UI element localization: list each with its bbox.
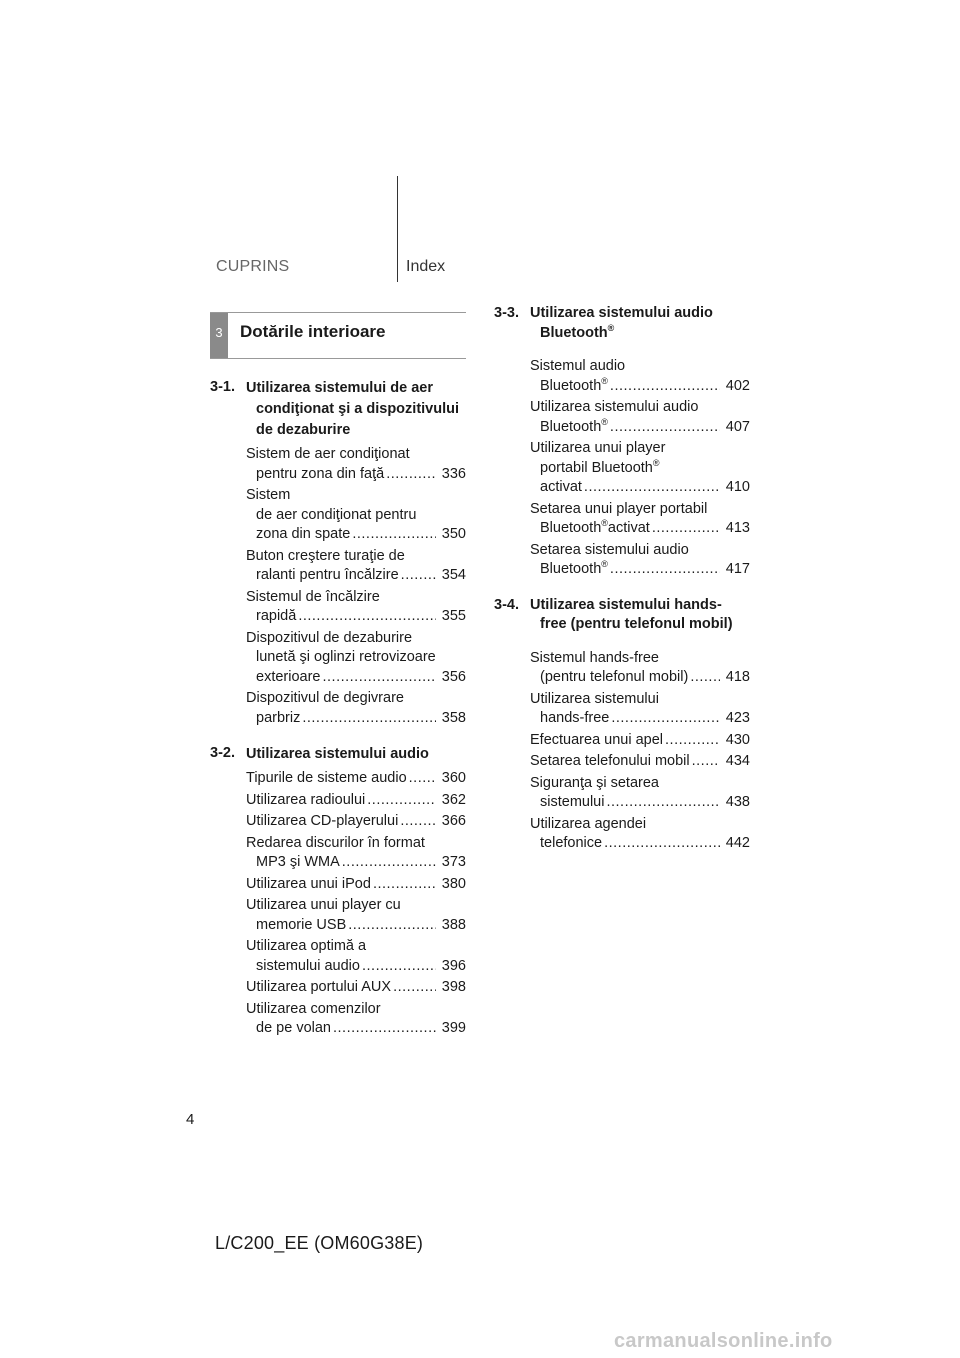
toc-entry-text: Dispozitivul de degivrare [246,690,404,706]
toc-right-column [494,304,750,870]
toc-page-number: 413 [725,520,750,536]
toc-entry-text: Tipurile de sisteme audio [246,770,407,786]
toc-section [494,304,750,580]
toc-section-number: 3-4. [494,596,519,613]
toc-entry[interactable] [246,896,466,935]
toc-entry[interactable] [246,1000,466,1039]
toc-page-number: 417 [725,561,750,577]
dot-leader [665,731,720,751]
toc-section-title-line: condiţionat şi a dispozitivului [256,401,460,417]
toc-page-number: 396 [441,957,466,974]
dot-leader [610,377,720,397]
toc-entry[interactable] [246,629,466,688]
toc-entry[interactable] [530,752,750,772]
toc-page-number: 398 [441,979,466,995]
toc-section-title-line: de dezaburire [256,422,351,438]
toc-section-title-line: free (pentru telefonul mobil) [540,616,733,632]
toc-page-number: 410 [725,479,750,495]
toc-entry-list [530,649,750,854]
section-number-tab: 3 [210,313,228,358]
toc-entry-text: pentru zona din faţă [256,465,385,482]
toc-entry[interactable] [530,815,750,854]
toc-entry-text: Utilizarea optimă a [246,938,367,954]
dot-leader [610,418,720,438]
toc-page-number: 366 [441,813,466,829]
dot-leader [342,853,436,873]
dot-leader [298,607,436,627]
toc-entry[interactable] [246,937,466,976]
toc-entry[interactable] [246,588,466,627]
toc-entry-text: Utilizarea CD-playerului [246,813,399,829]
section-title: Dotările interioare [240,322,386,341]
toc-section-title-line: Utilizarea sistemului hands- [530,596,722,613]
toc-section [494,596,750,854]
dot-leader [409,769,436,789]
toc-entry-list [530,357,750,580]
dot-leader [610,560,720,580]
toc-left-column [210,378,466,1055]
toc-section-number: 3-3. [494,305,519,321]
toc-section-title-line: Bluetooth® [540,322,615,341]
toc-entry-list [246,445,466,728]
dot-leader [352,525,436,545]
toc-section-title-line: Utilizarea sistemului audio [530,305,713,321]
toc-entry-text: sistemului [540,794,605,810]
toc-entry-text: Setarea sistemului audio [530,541,689,558]
toc-entry[interactable] [246,875,466,895]
toc-page-number: 356 [441,668,466,685]
dot-leader [393,978,436,998]
toc-entry-text: hands-free [540,710,610,726]
dot-leader [333,1019,436,1039]
toc-entry[interactable] [530,690,750,729]
toc-section-number: 3-2. [210,745,235,761]
toc-page-number: 438 [725,794,750,810]
dot-leader [348,916,436,936]
dot-leader [322,668,436,688]
toc-entry[interactable] [530,649,750,688]
toc-section-heading[interactable] [494,304,750,343]
toc-entry-text: Bluetooth®activat [540,518,650,536]
toc-section-heading[interactable] [210,378,466,441]
toc-page-number: 430 [725,731,750,748]
toc-entry-text: de pe volan [256,1020,331,1036]
toc-section-heading[interactable] [494,596,750,635]
toc-entry-text: Bluetooth® [540,375,608,394]
toc-section-title-line: Utilizarea sistemului de aer [246,380,433,396]
toc-entry-text: Bluetooth® [540,416,608,435]
toc-page-number: 407 [725,418,750,435]
toc-entry[interactable] [530,774,750,813]
dot-leader [604,834,720,854]
toc-entry-text: ralanti pentru încălzire [256,567,399,583]
toc-page-number: 418 [725,669,750,685]
page-number: 4 [186,1111,195,1128]
dot-leader [690,668,720,688]
toc-entry[interactable] [530,398,750,437]
toc-page-number: 355 [441,608,466,624]
toc-page-number: 362 [441,791,466,808]
toc-entry-text: Bluetooth® [540,559,608,577]
toc-entry-text: Sistem de aer condiţionat [246,446,410,462]
toc-entry-text: lunetă şi oglinzi retrovizoare [256,649,436,665]
toc-section-number: 3-1. [210,379,235,395]
toc-entry[interactable] [246,812,466,832]
toc-entry[interactable] [246,834,466,873]
toc-page-number: 434 [725,753,750,769]
dot-leader [362,957,436,977]
toc-entry-text: Utilizarea agendei [530,815,647,832]
toc-section [210,378,466,728]
toc-entry-text: (pentru telefonul mobil) [540,669,689,685]
toc-page-number: 358 [441,709,466,726]
toc-page-number: 442 [725,835,750,851]
toc-entry[interactable] [246,486,466,545]
toc-entry[interactable] [530,500,750,539]
toc-entry[interactable] [530,541,750,580]
toc-entry-text: memorie USB [256,916,347,933]
toc-entry-text: Utilizarea sistemului audio [530,399,699,415]
toc-entry-text: Sistemul hands-free [530,649,659,666]
toc-entry-text: Dispozitivul de dezaburire [246,629,413,646]
toc-entry-text: exterioare [256,668,321,685]
dot-leader [401,566,436,586]
toc-page-number: 360 [441,770,466,786]
dot-leader [302,709,436,729]
dot-leader [692,752,720,772]
toc-entry-text: portabil Bluetooth® [540,457,660,476]
toc-entry-text: Utilizarea unui iPod [246,875,371,892]
toc-entry[interactable] [246,769,466,789]
toc-entry-text: Sistemul de încălzire [246,588,380,605]
toc-entry-text: Efectuarea unui apel [530,731,664,748]
nav-contents-link[interactable]: CUPRINS [216,258,290,275]
toc-entry-text: de aer condiţionat pentru [256,506,417,523]
toc-entry-text: Utilizarea unui player cu [246,897,401,913]
toc-entry-text: MP3 şi WMA [256,854,340,870]
toc-page-number: 402 [725,377,750,394]
toc-section [210,744,466,1039]
toc-entry[interactable] [246,689,466,728]
toc-entry-text: Setarea telefonului mobil [530,753,690,769]
toc-entry-text: Setarea unui player portabil [530,500,708,517]
toc-entry-text: Utilizarea sistemului [530,690,659,707]
toc-section-title-line: Utilizarea sistemului audio [246,746,429,762]
nav-divider [397,176,398,282]
toc-page-number: 373 [441,854,466,870]
toc-entry-text: Buton creştere turaţie de [246,547,405,564]
toc-entry-text: Utilizarea radioului [246,791,366,808]
toc-entry[interactable] [530,731,750,751]
toc-page-number: 388 [441,916,466,933]
toc-entry-text: Sistemul audio [530,358,626,374]
dot-leader [386,465,436,485]
document-code: L/C200_EE (OM60G38E) [215,1233,424,1253]
toc-entry-text: telefonice [540,835,603,851]
toc-entry-text: sistemului audio [256,957,360,974]
toc-entry-text: parbriz [256,709,301,726]
toc-page-number: 350 [441,526,466,542]
toc-page-number: 399 [441,1020,466,1036]
toc-entry-list [246,769,466,1039]
toc-entry-text: Utilizarea comenzilor [246,1000,381,1017]
toc-entry-text: zona din spate [256,526,351,542]
toc-entry-text: Siguranţa şi setarea [530,774,659,791]
dot-leader [400,812,436,832]
toc-entry[interactable] [246,791,466,811]
toc-page-number: 380 [441,875,466,892]
toc-entry[interactable] [246,978,466,998]
toc-entry-text: activat [540,479,582,495]
dot-leader [373,875,436,895]
toc-page-number: 336 [441,465,466,482]
toc-entry-text: Utilizarea unui player [530,440,666,456]
dot-leader [584,478,720,498]
toc-section-heading[interactable] [210,744,466,765]
dot-leader [611,709,720,729]
toc-entry[interactable] [530,357,750,396]
watermark-text: carmanualsonline.info [614,1330,833,1352]
section-header [210,312,466,359]
nav-index-link[interactable]: Index [406,258,446,275]
toc-entry-text: Redarea discurilor în format [246,834,425,851]
toc-entry-text: Sistem [246,487,291,503]
toc-page-number: 354 [441,567,466,583]
toc-entry[interactable] [530,439,750,498]
dot-leader [652,519,720,539]
dot-leader [367,791,436,811]
toc-entry[interactable] [246,445,466,484]
toc-entry[interactable] [246,547,466,586]
toc-entry-text: Utilizarea portului AUX [246,979,392,995]
toc-page-number: 423 [725,710,750,726]
dot-leader [606,793,720,813]
toc-entry-text: rapidă [256,608,297,624]
